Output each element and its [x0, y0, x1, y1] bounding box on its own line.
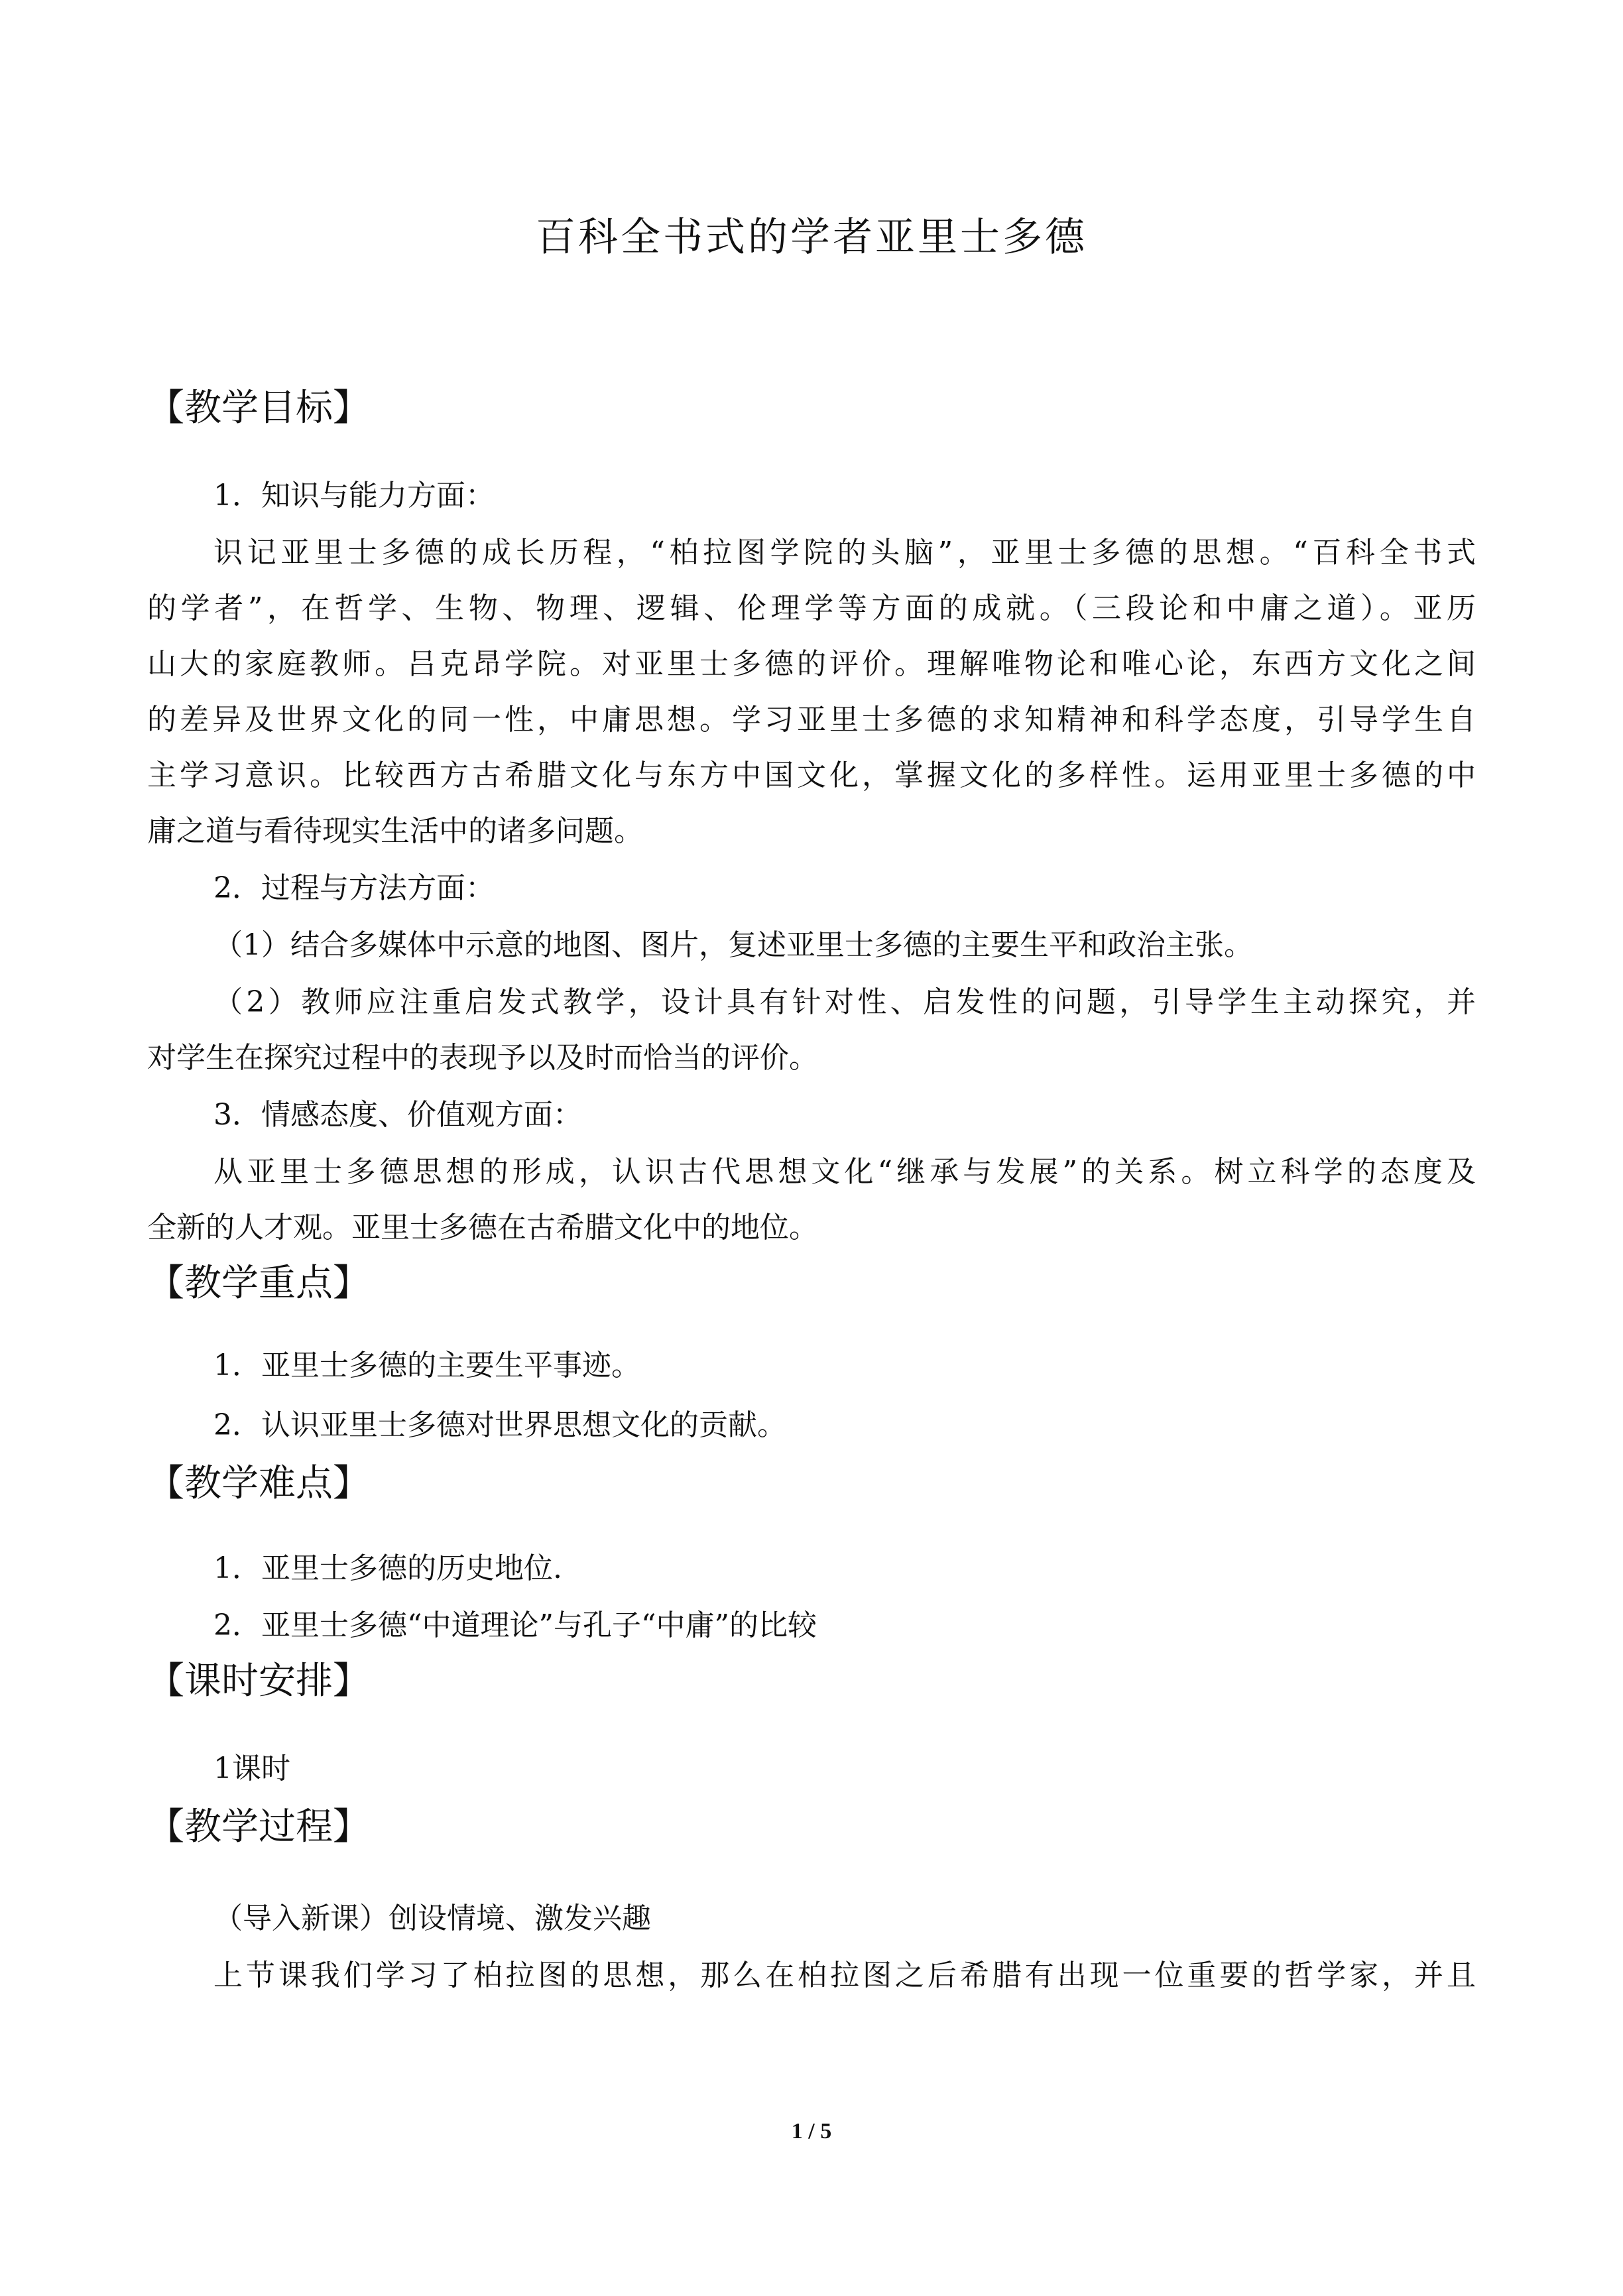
- paragraph-line: 主学习意识。比较西方古希腊文化与东方中国文化，掌握文化的多样性。运用亚里士多德的中: [147, 758, 1476, 792]
- section-heading-key-points: 【教学重点】: [147, 1262, 370, 1305]
- paragraph-line: 1．亚里士多德的主要生平事迹。: [213, 1349, 640, 1382]
- section-heading-difficulties: 【教学难点】: [147, 1462, 370, 1505]
- paragraph-line: 2．亚里士多德“中道理论”与孔子“中庸”的比较: [213, 1608, 817, 1642]
- paragraph-line: （导入新课）创设情境、激发兴趣: [213, 1902, 651, 1935]
- paragraph-line: 上节课我们学习了柏拉图的思想，那么在柏拉图之后希腊有出现一位重要的哲学家，并且: [213, 1959, 1476, 1992]
- paragraph-line: 识记亚里士多德的成长历程，“柏拉图学院的头脑”，亚里士多德的思想。“百科全书式: [213, 536, 1476, 570]
- paragraph-line: 的差异及世界文化的同一性，中庸思想。学习亚里士多德的求知精神和科学态度，引导学生自: [147, 703, 1476, 737]
- paragraph-line: 1课时: [213, 1752, 290, 1785]
- paragraph-line: （2）教师应注重启发式教学，设计具有针对性、启发性的问题，引导学生主动探究，并: [213, 985, 1476, 1019]
- paragraph-line: 1．亚里士多德的历史地位.: [213, 1551, 562, 1585]
- paragraph-line: 庸之道与看待现实生活中的诸多问题。: [147, 814, 643, 848]
- paragraph-line: （1）结合多媒体中示意的地图、图片，复述亚里士多德的主要生平和政治主张。: [213, 928, 1253, 962]
- section-heading-objectives: 【教学目标】: [147, 387, 370, 430]
- document-title: 百科全书式的学者亚里士多德: [536, 214, 1087, 261]
- paragraph-line: 1．知识与能力方面：: [213, 479, 495, 513]
- paragraph-line: 山大的家庭教师。吕克昂学院。对亚里士多德的评价。理解唯物论和唯心论，东西方文化之间: [147, 647, 1476, 681]
- section-heading-schedule: 【课时安排】: [147, 1660, 370, 1703]
- paragraph-line: 2．过程与方法方面：: [213, 871, 495, 905]
- paragraph-line: 3．情感态度、价值观方面：: [213, 1098, 582, 1132]
- paragraph-line: 全新的人才观。亚里士多德在古希腊文化中的地位。: [147, 1211, 818, 1244]
- paragraph-line: 从亚里士多德思想的形成，认识古代思想文化“继承与发展”的关系。树立科学的态度及: [213, 1155, 1476, 1189]
- paragraph-line: 的学者”，在哲学、生物、物理、逻辑、伦理学等方面的成就。（三段论和中庸之道）。亚历: [147, 591, 1476, 625]
- page-number: 1 / 5: [791, 2119, 832, 2144]
- paragraph-line: 对学生在探究过程中的表现予以及时而恰当的评价。: [147, 1041, 818, 1075]
- section-heading-process: 【教学过程】: [147, 1805, 370, 1848]
- paragraph-line: 2．认识亚里士多德对世界思想文化的贡献。: [213, 1408, 786, 1442]
